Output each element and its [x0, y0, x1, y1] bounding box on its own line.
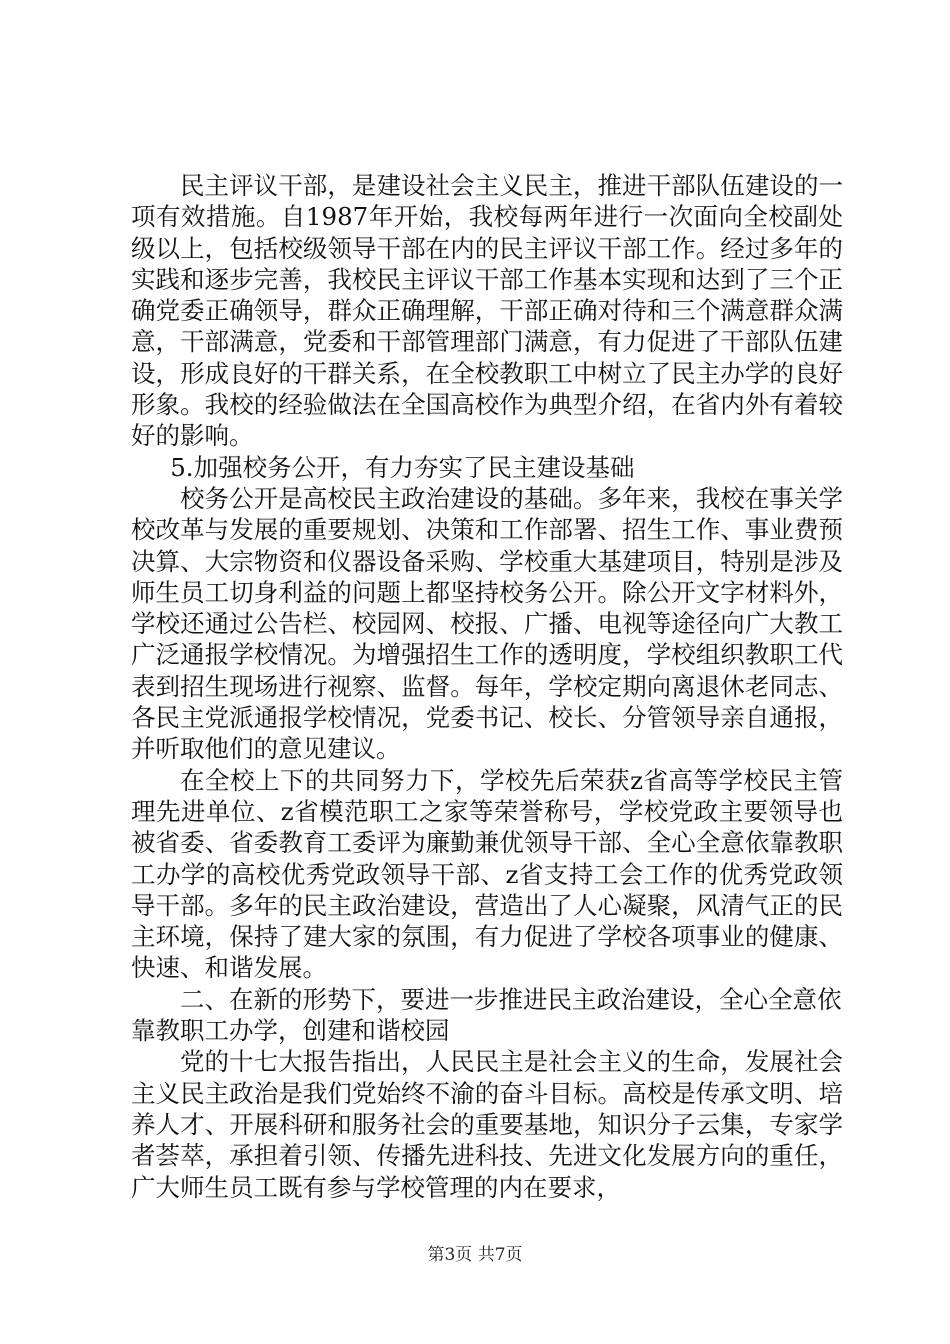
paragraph-honors: 在全校上下的共同努力下，学校先后荣获z省高等学校民主管理先进单位、z省模范职工之家等荣誉称号，学校党政主要领导也被省委、省委教育工委评为廉勤兼优领导干部、全心全意依靠教职工办学的高校优秀党政领导干部、z省支持工会工作的优秀党政领导干部。多年的民主政治建设，营造出了人心凝聚，风清气正的民主环境，保持了建大家的氛围，有力促进了学校各项事业的健康、快速、和谐发展。	[131, 765, 843, 983]
document-body	[131, 170, 843, 1203]
paragraph-cadre-evaluation: 民主评议干部，是建设社会主义民主，推进干部队伍建设的一项有效措施。自1987年开始，我校每两年进行一次面向全校副处级以上，包括校级领导干部在内的民主评议干部工作。经过多年的实践和逐步完善，我校民主评议干部工作基本实现和达到了三个正确党委正确领导，群众正确理解，干部正确对待和三个满意群众满意，干部满意，党委和干部管理部门满意，有力促进了干部队伍建设，形成良好的干群关系，在全校教职工中树立了民主办学的良好形象。我校的经验做法在全国高校作为典型介绍，在省内外有着较好的影响。	[131, 171, 843, 451]
paragraph-school-affairs: 校务公开是高校民主政治建设的基础。多年来，我校在事关学校改革与发展的重要规划、决策和工作部署、招生工作、事业费预决算、大宗物资和仪器设备采购、学校重大基建项目，特别是涉及师生员工切身利益的问题上都坚持校务公开。除公开文字材料外，学校还通过公告栏、校园网、校报、广播、电视等途径向广大教工广泛通报学校情况。为增强招生工作的透明度，学校组织教职工代表到招生现场进行视察、监督。每年，学校定期向离退休老同志、各民主党派通报学校情况，党委书记、校长、分管领导亲自通报，并听取他们的意见建议。	[131, 483, 843, 764]
paragraph-seventeenth-congress: 党的十七大报告指出，人民民主是社会主义的生命，发展社会主义民主政治是我们党始终不渝的奋斗目标。高校是传承文明、培养人才、开展科研和服务社会的重要基地，知识分子云集，专家学者荟萃，承担着引领、传播先进科技、先进文化发展方向的重任，广大师生员工既有参与学校管理的内在要求，	[131, 1047, 843, 1202]
section-heading-school-affairs: 5.加强校务公开，有力夯实了民主建设基础	[170, 452, 635, 482]
section-heading-new-situation: 二、在新的形势下，要进一步推进民主政治建设，全心全意依靠教职工办学，创建和谐校园	[131, 984, 842, 1046]
page-number-footer: 第3页 共7页	[427, 1245, 523, 1265]
